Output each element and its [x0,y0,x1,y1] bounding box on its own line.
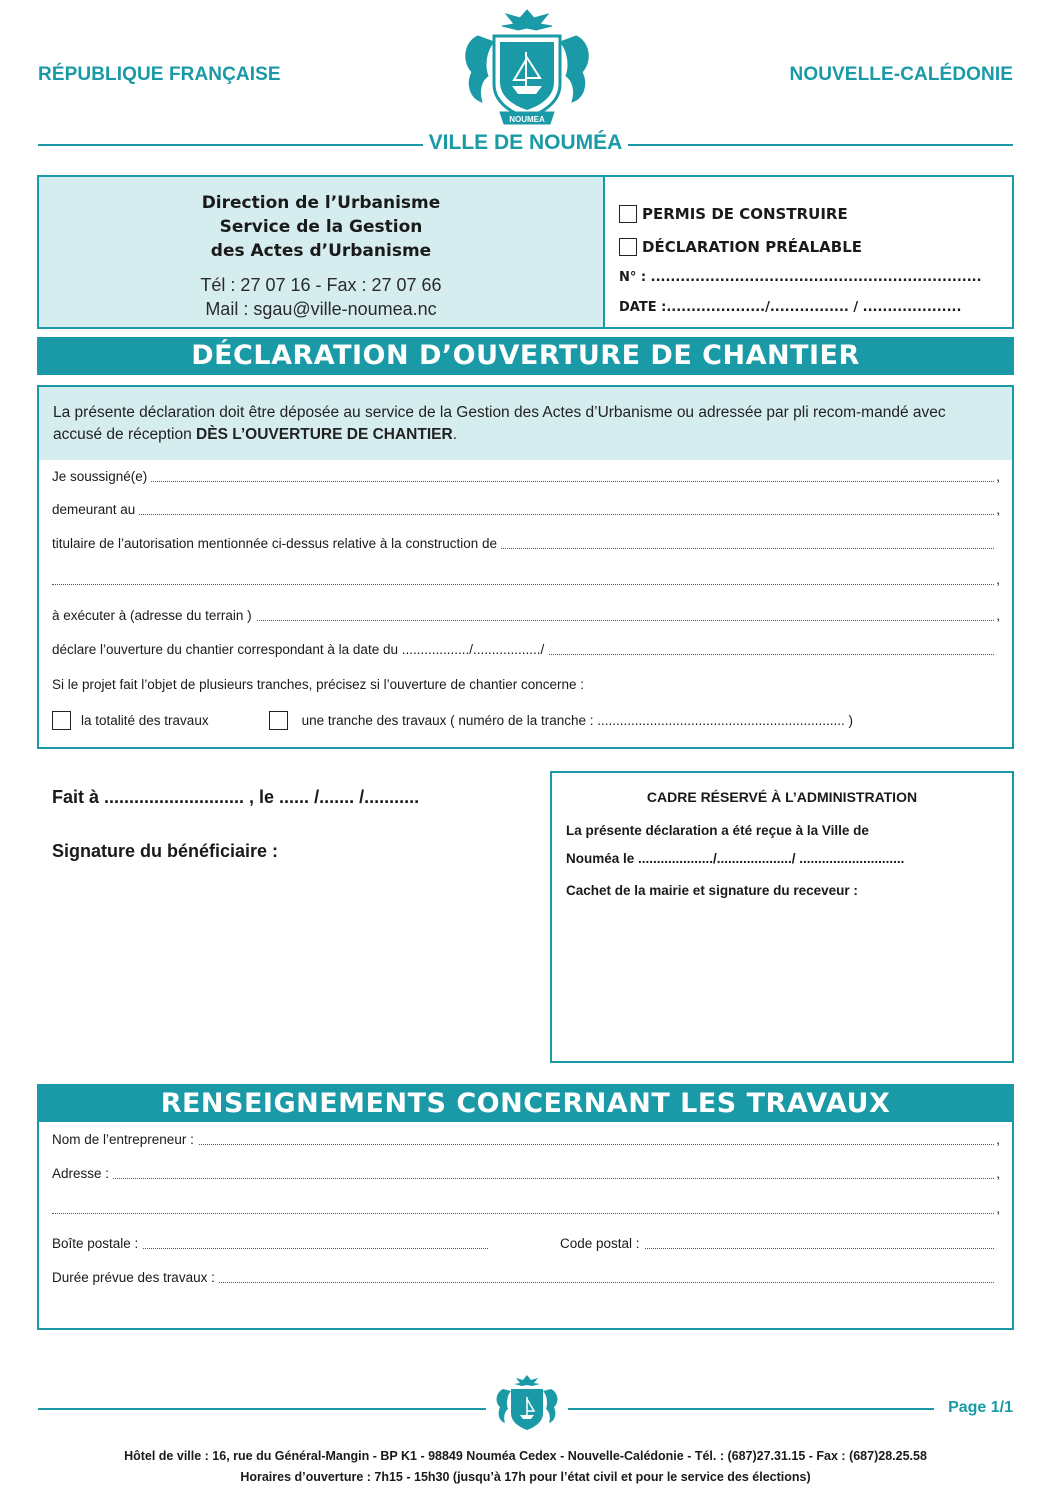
construction-continued-field[interactable]: , [52,570,1000,590]
noumea-crest-logo [456,6,598,128]
titulaire-field[interactable]: titulaire de l’autorisation mentionnée ci-dessus relative à la construction de [52,534,1000,554]
totalite-label: la totalité des travaux [81,713,209,728]
noumea-crest-small-icon [492,1373,562,1435]
adresse-field[interactable]: Adresse : , [52,1164,1000,1184]
admin-line-1: La présente déclaration a été reçue à la Ville de [566,823,869,838]
adresse-terrain-field[interactable]: à exécuter à (adresse du terrain ) , [52,606,1000,626]
travaux-form [37,1122,1014,1330]
admin-text [566,817,998,905]
totalite-checkbox[interactable] [52,711,71,730]
nouvelle-caledonie-label: NOUVELLE-CALÉDONIE [789,64,1013,85]
admin-line-2: Nouméa le ..................../..................../ ............................ [566,851,905,866]
phone-fax: Tél : 27 07 16 - Fax : 27 07 66 [200,275,442,295]
adresse-continued-field[interactable]: , [52,1199,1000,1219]
date-ouverture-field[interactable]: déclare l’ouverture du chantier correspondant à la date du ................../................../ [52,640,1000,660]
direction-line-3: des Actes d’Urbanisme [210,241,432,261]
admin-line-3: Cachet de la mairie et signature du receveur : [566,883,858,898]
permis-label: PERMIS DE CONSTRUIRE [642,204,848,223]
date-field[interactable]: DATE :..................../................ / .................... [619,300,962,315]
tranche-checkbox[interactable] [269,711,288,730]
declaration-label: DÉCLARATION PRÉALABLE [642,237,863,256]
numero-field[interactable]: N° : ................................................................... [619,270,982,285]
demeurant-field[interactable]: demeurant au , [52,500,1000,520]
duree-field[interactable]: Durée prévue des travaux : [52,1268,1000,1288]
signature-label: Signature du bénéficiaire : [52,841,279,861]
crest-banner-text: NOUMEA [509,115,545,124]
code-postal-field[interactable]: Code postal : [560,1234,1000,1254]
ville-title: VILLE DE NOUMÉA [0,131,1051,155]
declaration-form [37,385,1014,749]
declaration-checkbox[interactable] [619,238,637,256]
footer-address: Hôtel de ville : 16, rue du Général-Mangin - BP K1 - 98849 Nouméa Cedex - Nouvelle-Calédonie - Tél. : (687)27.31.15 - Fax : (687)28.25.58 [124,1449,927,1463]
urbanisme-contact [39,177,605,327]
fait-a-field[interactable]: Fait à ............................ , le ...... /....... /........... [52,787,420,807]
page-number: Page 1/1 [948,1399,1013,1416]
travaux-title: RENSEIGNEMENTS CONCERNANT LES TRAVAUX [37,1084,1014,1122]
intro-text: La présente déclaration doit être déposée au service de la Gestion des Actes d’Urbanisme ou adressée par pli recom-mandé avec accusé de réception DÈS L’OUVERTURE DE CHANTIER. [39,387,1012,460]
admin-box [550,771,1014,1063]
info-box [37,175,1014,329]
declaration-title: DÉCLARATION D’OUVERTURE DE CHANTIER [37,337,1014,375]
tranches-question: Si le projet fait l’objet de plusieurs tranches, précisez si l’ouverture de chantier concerne : [52,675,1000,695]
entrepreneur-field[interactable]: Nom de l’entrepreneur : , [52,1130,1000,1150]
permis-checkbox[interactable] [619,205,637,223]
republique-label: RÉPUBLIQUE FRANÇAISE [38,64,281,85]
permit-type-panel [605,177,1012,327]
direction-line-2: Service de la Gestion [219,217,423,237]
admin-title: CADRE RÉSERVÉ À L’ADMINISTRATION [646,789,918,805]
footer-hours: Horaires d’ouverture : 7h15 - 15h30 (jusqu’à 17h pour l’état civil et pour le service des élections) [240,1470,811,1484]
footer-divider-left [38,1408,486,1410]
tranche-options [52,711,1002,730]
direction-line-1: Direction de l’Urbanisme [201,193,441,213]
boite-postale-field[interactable]: Boîte postale : [52,1234,488,1254]
footer-divider-right [568,1408,934,1410]
mail-address: Mail : sgau@ville-noumea.nc [205,299,437,319]
tranche-label: une tranche des travaux ( numéro de la tranche : .................................................................. ) [301,713,854,728]
soussigne-field[interactable]: Je soussigné(e) , [52,467,1000,487]
